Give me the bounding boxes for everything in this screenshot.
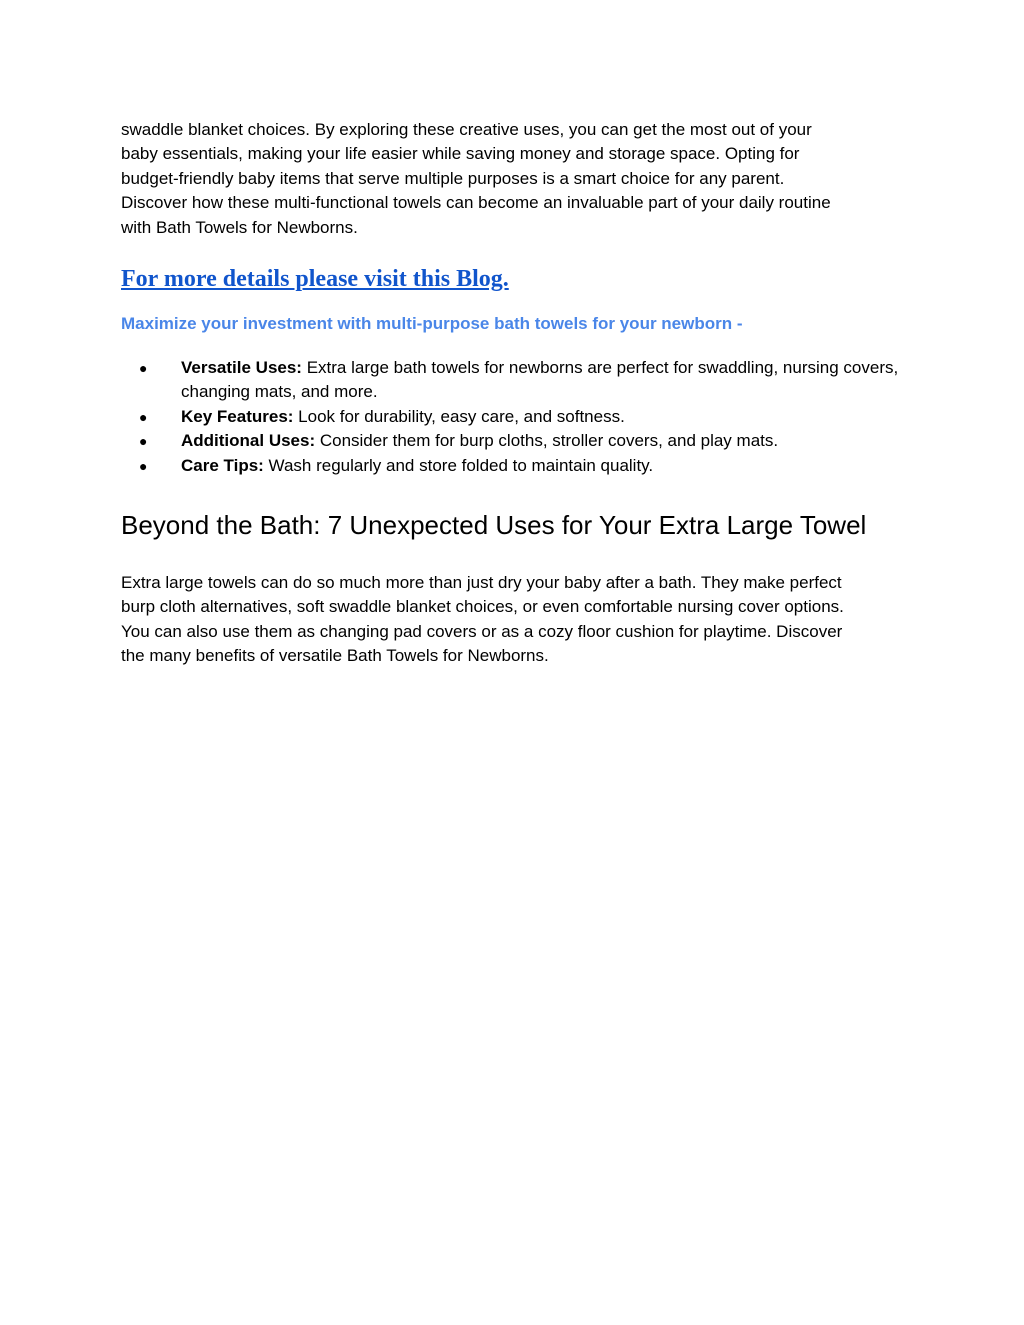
bullet-marker-icon: ● [139,433,148,450]
bullet-marker-icon: ● [139,360,148,377]
blog-link[interactable]: For more details please visit this Blog. [121,266,509,293]
document-page [121,118,911,669]
section-heading: Beyond the Bath: 7 Unexpected Uses for Your Extra Large Towel [121,510,867,541]
bullet-term: Care Tips: [181,455,264,475]
bullet-term: Key Features: [181,406,294,426]
feature-bullet-list [121,356,911,478]
bullet-term: Additional Uses: [181,431,316,451]
bullets-subheading: Maximize your investment with multi-purpose bath towels for your newborn - [121,314,743,334]
bullet-item-key-features [121,405,911,429]
bullet-marker-icon: ● [139,457,148,474]
intro-paragraph: swaddle blanket choices. By exploring these creative uses, you can get the most out of your baby essentials, making your life easier while saving money and storage space. Opting for budget-friendly baby items that serve multiple purposes is a smart choice for any parent. Discover how these multi-functional towels can become an invaluable part of your daily routine with Bath Towels for Newborns. [121,120,831,237]
section-paragraph: Extra large towels can do so much more than just dry your baby after a bath. They make perfect burp cloth alternatives, soft swaddle blanket choices, or even comfortable nursing cover options. You can also use them as changing pad covers or as a cozy floor cushion for playtime. Discover the many benefits of versatile Bath Towels for Newborns. [121,573,844,666]
bullet-term: Versatile Uses: [181,358,302,378]
bullet-text: Consider them for burp cloths, stroller covers, and play mats. [315,431,779,451]
bullet-item-additional-uses [121,429,911,453]
bullet-text: Wash regularly and store folded to maintain quality. [263,455,654,475]
bullet-text: Extra large bath towels for newborns are perfect for swaddling, nursing covers, changing mats, and more. [181,358,899,402]
bullet-item-versatile-uses [121,356,911,405]
bullet-item-care-tips [121,454,911,478]
bullet-marker-icon: ● [139,408,148,425]
bullet-text: Look for durability, easy care, and softness. [293,406,625,426]
